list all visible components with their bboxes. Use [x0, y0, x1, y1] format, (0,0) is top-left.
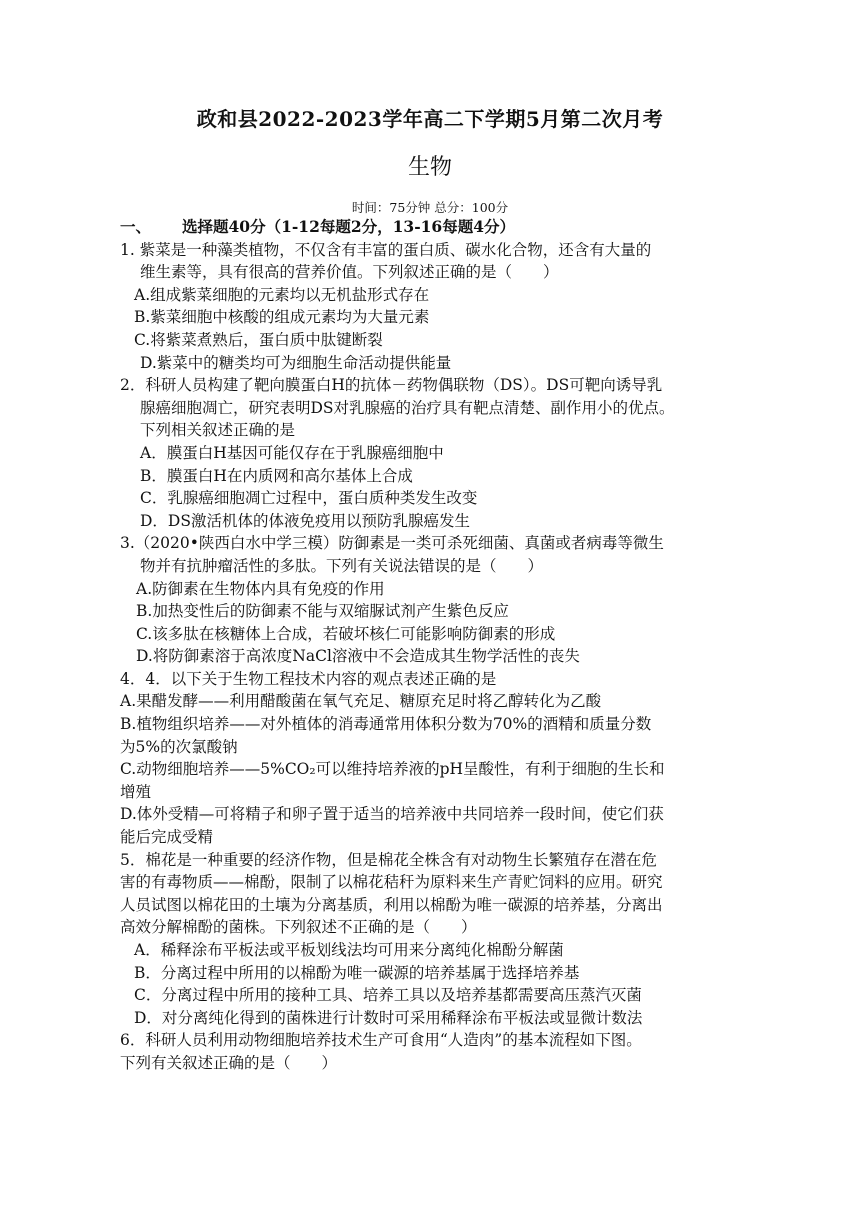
question-2-stem-cont: 下列相关叙述正确的是	[140, 421, 296, 440]
question-1-option-d: D.紫菜中的糖类均可为细胞生命活动提供能量	[140, 353, 452, 372]
question-5-stem-cont: 高效分解棉酚的菌株。下列叙述不正确的是（ ）	[120, 918, 477, 937]
question-1-option-a: A.组成紫菜细胞的元素均以无机盐形式存在	[134, 285, 430, 304]
question-4-option-d-cont: 能后完成受精	[120, 828, 214, 847]
question-1-option-c: C.将紫菜煮熟后，蛋白质中肽键断裂	[134, 330, 383, 349]
document-body	[120, 216, 740, 1075]
question-2-option-c: C．乳腺癌细胞凋亡过程中，蛋白质种类发生改变	[140, 489, 478, 508]
question-3-stem: 3.（2020•陕西白水中学三模）防御素是一类可杀死细菌、真菌或者病毒等微生	[120, 534, 664, 553]
section-heading	[120, 216, 740, 239]
section-title: 选择题40分（1-12每题2分，13-16每题4分）	[182, 217, 516, 236]
exam-meta: 时间：75分钟 总分：100分	[351, 200, 509, 215]
question-4-stem: 4．4．以下关于生物工程技术内容的观点表述正确的是	[120, 669, 497, 688]
question-4-option-d: D.体外受精—可将精子和卵子置于适当的培养液中共同培养一段时间，使它们获	[120, 805, 664, 824]
question-3-option-a: A.防御素在生物体内具有免疫的作用	[136, 579, 385, 598]
subject-title: 生物	[407, 155, 452, 180]
question-6-stem-cont: 下列有关叙述正确的是（ ）	[120, 1053, 338, 1072]
question-4-option-b-cont: 为5%的次氯酸钠	[120, 737, 238, 756]
question-5-option-a: A．稀释涂布平板法或平板划线法均可用来分离纯化棉酚分解菌	[134, 941, 564, 959]
question-5-stem: 5．棉花是一种重要的经济作物，但是棉花全株含有对动物生长繁殖存在潜在危	[120, 850, 657, 869]
question-3-option-c: C.该多肽在核糖体上合成，若破坏核仁可能影响防御素的形成	[136, 624, 556, 643]
question-4-option-c: C.动物细胞培养——5%CO₂可以维持培养液的pH呈酸性，有利于细胞的生长和	[120, 760, 665, 779]
question-5-option-c: C．分离过程中所用的接种工具、培养工具以及培养基都需要高压蒸汽灭菌	[134, 986, 642, 1005]
question-4-option-c-cont: 增殖	[120, 782, 152, 801]
question-2-option-d: D．DS激活机体的体液免疫用以预防乳腺癌发生	[140, 511, 470, 530]
question-5-option-d: D．对分离纯化得到的菌株进行计数时可采用稀释涂布平板法或显微计数法	[134, 1008, 643, 1027]
question-2-option-b: B．膜蛋白H在内质网和高尔基体上合成	[140, 466, 413, 485]
question-3-option-d: D.将防御素溶于高浓度NaCl溶液中不会造成其生物学活性的丧失	[136, 647, 580, 666]
question-2-option-a: A．膜蛋白H基因可能仅存在于乳腺癌细胞中	[140, 443, 444, 462]
question-6-stem: 6．科研人员利用动物细胞培养技术生产可食用“人造肉”的基本流程如下图。	[120, 1031, 642, 1050]
question-1-stem-cont: 维生素等，具有很高的营养价值。下列叙述正确的是（ ）	[140, 263, 559, 282]
question-3-option-b: B.加热变性后的防御素不能与双缩脲试剂产生紫色反应	[136, 602, 509, 621]
question-1-option-b: B.紫菜细胞中核酸的组成元素均为大量元素	[134, 308, 430, 327]
question-5-stem-cont: 人员试图以棉花田的土壤为分离基质，利用以棉酚为唯一碳源的培养基，分离出	[120, 895, 663, 914]
question-1-stem: 1. 紫菜是一种藻类植物，不仅含有丰富的蛋白质、碳水化合物，还含有大量的	[120, 240, 652, 259]
question-3-stem-cont: 物并有抗肿瘤活性的多肽。下列有关说法错误的是（ ）	[140, 556, 544, 575]
question-2-stem: 2．科研人员构建了靶向膜蛋白H的抗体－药物偶联物（DS）。DS可靶向诱导乳	[120, 376, 663, 395]
section-number: 一、	[120, 217, 152, 236]
question-4-option-a: A.果醋发酵——利用醋酸菌在氧气充足、糖原充足时将乙醇转化为乙酸	[120, 692, 602, 711]
question-4-option-b: B.植物组织培养——对外植体的消毒通常用体积分数为70%的酒精和质量分数	[120, 715, 652, 734]
exam-title: 政和县2022-2023学年高二下学期5月第二次月考	[196, 107, 664, 131]
question-2-stem-cont: 腺癌细胞凋亡，研究表明DS对乳腺癌的治疗具有靶点清楚、副作用小的优点。	[140, 398, 675, 417]
question-5-option-b: B．分离过程中所用的以棉酚为唯一碳源的培养基属于选择培养基	[134, 963, 580, 982]
question-5-stem-cont: 害的有毒物质——棉酚，限制了以棉花秸秆为原料来生产青贮饲料的应用。研究	[120, 873, 663, 892]
